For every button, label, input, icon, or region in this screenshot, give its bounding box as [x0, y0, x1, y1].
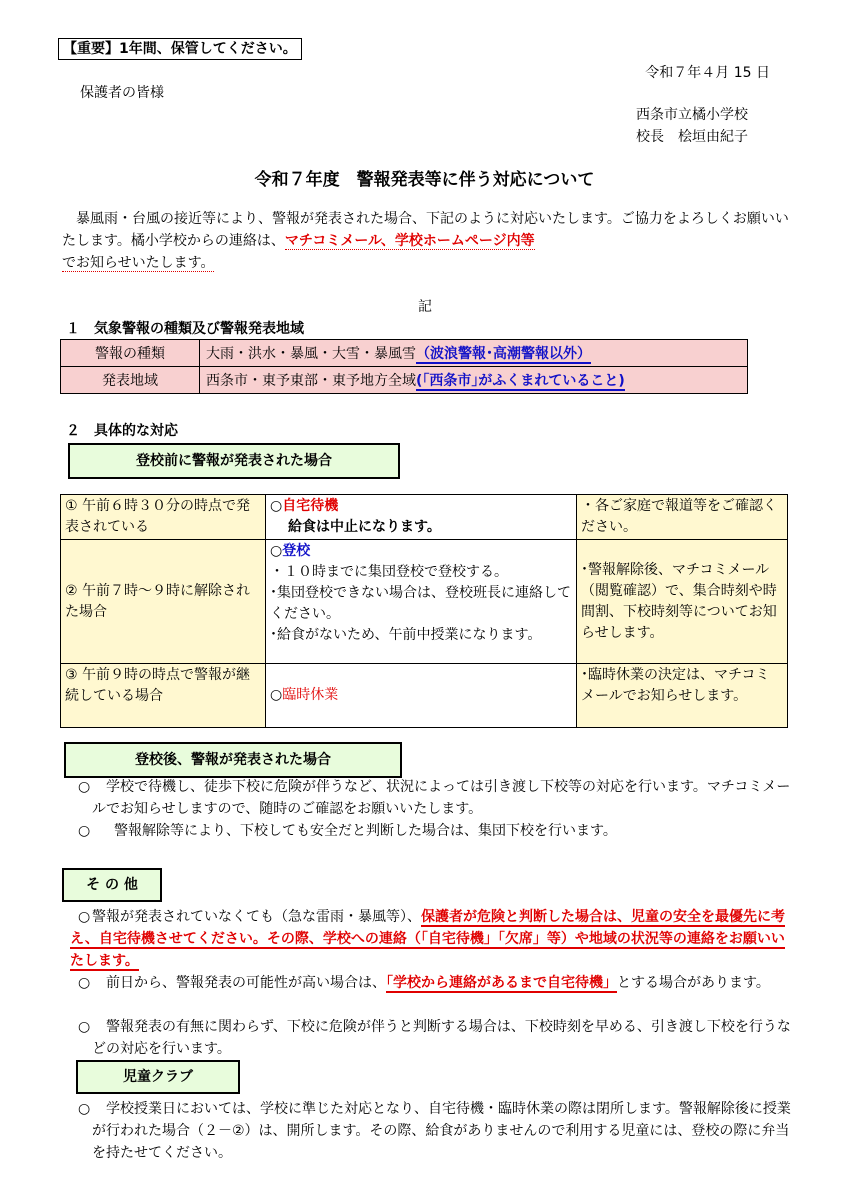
action-2-line-2: ･集団登校できない場合は、登校班長に連絡してください。 [270, 585, 571, 622]
issue-date: 令和７年４月 15 日 [645, 65, 770, 81]
before-school-box: 登校前に警報が発表された場合 [68, 443, 400, 479]
principal-name: 校長 桧垣由紀子 [636, 129, 748, 145]
club-box: 児童クラブ [76, 1060, 240, 1094]
intro-text-2: でお知らせいたします。 [62, 255, 215, 271]
case-3: ③ 午前９時の時点で警報が継続している場合 [61, 664, 266, 728]
other-box: そ の 他 [62, 868, 162, 902]
ki-mark: 記 [418, 299, 432, 315]
section2-heading: ２ 具体的な対応 [66, 423, 178, 439]
intro-contact-methods: マチコミメール、学校ホームページ内等 [284, 233, 535, 249]
warning-type-label: 警報の種類 [61, 340, 200, 367]
after-item-2: ○ 警報解除等により、下校しても安全だと判断した場合は、集団下校を行います。 [78, 823, 617, 839]
note-1: ・各ご家庭で報道等をご確認ください。 [577, 495, 788, 540]
other-item-2: ○ 前日から、警報発表の可能性が高い場合は、「学校から連絡があるまで自宅待機」とする場合があります。 [78, 975, 770, 991]
case-2: ② 午前７時～９時に解除された場合 [61, 540, 266, 664]
retain-notice: 【重要】1年間、保管してください。 [58, 38, 302, 60]
warning-type-note: （波浪警報･高潮警報以外） [416, 346, 591, 362]
intro-text-1: 暴風雨・台風の接近等により、警報が発表された場合、下記のように対応いたします。ご協力をよろしくお願いいたします。橘小学校からの連絡は、 [62, 211, 789, 249]
note-3: ･臨時休業の決定は、マチコミメールでお知らせします。 [577, 664, 788, 728]
note-2: ･警報解除後、マチコミメール（閲覧確認）で、集合時刻や時間割、下校時刻等についてお知らせします。 [577, 540, 788, 664]
action-1-line: 給食は中止になります。 [288, 519, 441, 535]
action-2-line-3: ･給食がないため、午前中授業になります。 [270, 627, 542, 643]
case-1: ① 午前６時３０分の時点で発表されている [61, 495, 266, 540]
intro-paragraph [62, 208, 792, 274]
parent-judgment-notice: 保護者が危険と判断した場合は、児童の安全を最優先に考え、自宅待機させてください。その際、学校への連絡（「自宅待機」「欠席」等）や地域の状況等の連絡をお願いいたします。 [70, 909, 785, 969]
action-2-line-1: ・１０時までに集団登校で登校する。 [270, 564, 508, 580]
recipient: 保護者の皆様 [80, 85, 164, 101]
table-row: ② 午前７時～９時に解除された場合 ○登校 ・１０時までに集団登校で登校する。 ･集団登校できない場合は、登校班長に連絡してください。 ･給食がないため、午前中授業になります。 ･警報解除後、マチコミメール（閲覧確認）で、集合時刻や時間割、下校時刻等についてお知らせします。 [61, 540, 788, 664]
section1-heading: １ 気象警報の種類及び警報発表地域 [66, 321, 304, 337]
area-note: (｢西条市｣がふくまれていること) [416, 373, 625, 389]
page-title: 令和７年度 警報発表等に伴う対応について [254, 170, 595, 190]
warning-type-value: 大雨・洪水・暴風・大雪・暴風雪 [206, 346, 416, 362]
club-item: ○ 学校授業日においては、学校に準じた対応となり、自宅待機・臨時休業の際は閉所します。警報解除後に授業が行われた場合（２－②）は、開所します。その際、給食がありませんので利用する児童には、登校の際に弁当を持たせてください。 [78, 1101, 791, 1161]
table-row [61, 367, 748, 394]
table-row [61, 340, 748, 367]
other-item-1: ○ 警報が発表されていなくても（急な雷雨・暴風等）、保護者が危険と判断した場合は、児童の安全を最優先に考え、自宅待機させてください。その際、学校への連絡（「自宅待機」「欠席」等）や地域の状況等の連絡をお願いいたします。 [70, 909, 785, 969]
other-item-3: ○ 警報発表の有無に関わらず、下校に危険が伴うと判断する場合は、下校時刻を早める、引き渡し下校を行うなどの対応を行います。 [78, 1019, 791, 1057]
table-row: ① 午前６時３０分の時点で発表されている ○自宅待機 給食は中止になります。 ・各ご家庭で報道等をご確認ください。 [61, 495, 788, 540]
action-2-title: 登校 [282, 543, 311, 559]
area-label: 発表地域 [61, 367, 200, 394]
after-item-1: ○ 学校で待機し、徒歩下校に危険が伴うなど、状況によっては引き渡し下校等の対応を行います。マチコミメールでお知らせしますので、随時のご確認をお願いいたします。 [78, 779, 791, 817]
response-table [60, 494, 788, 728]
table-row: ③ 午前９時の時点で警報が継続している場合 ○臨時休業 ･臨時休業の決定は、マチコミメールでお知らせします。 [61, 664, 788, 728]
after-school-box: 登校後、警報が発表された場合 [64, 742, 402, 778]
school-name: 西条市立橘小学校 [636, 107, 748, 123]
action-1-title: 自宅待機 [282, 498, 339, 514]
action-3-title: 臨時休業 [282, 687, 339, 703]
home-wait-notice: 「学校から連絡があるまで自宅待機」 [386, 975, 617, 991]
area-value: 西条市・東予東部・東予地方全域 [206, 373, 416, 389]
warning-table [60, 339, 748, 394]
